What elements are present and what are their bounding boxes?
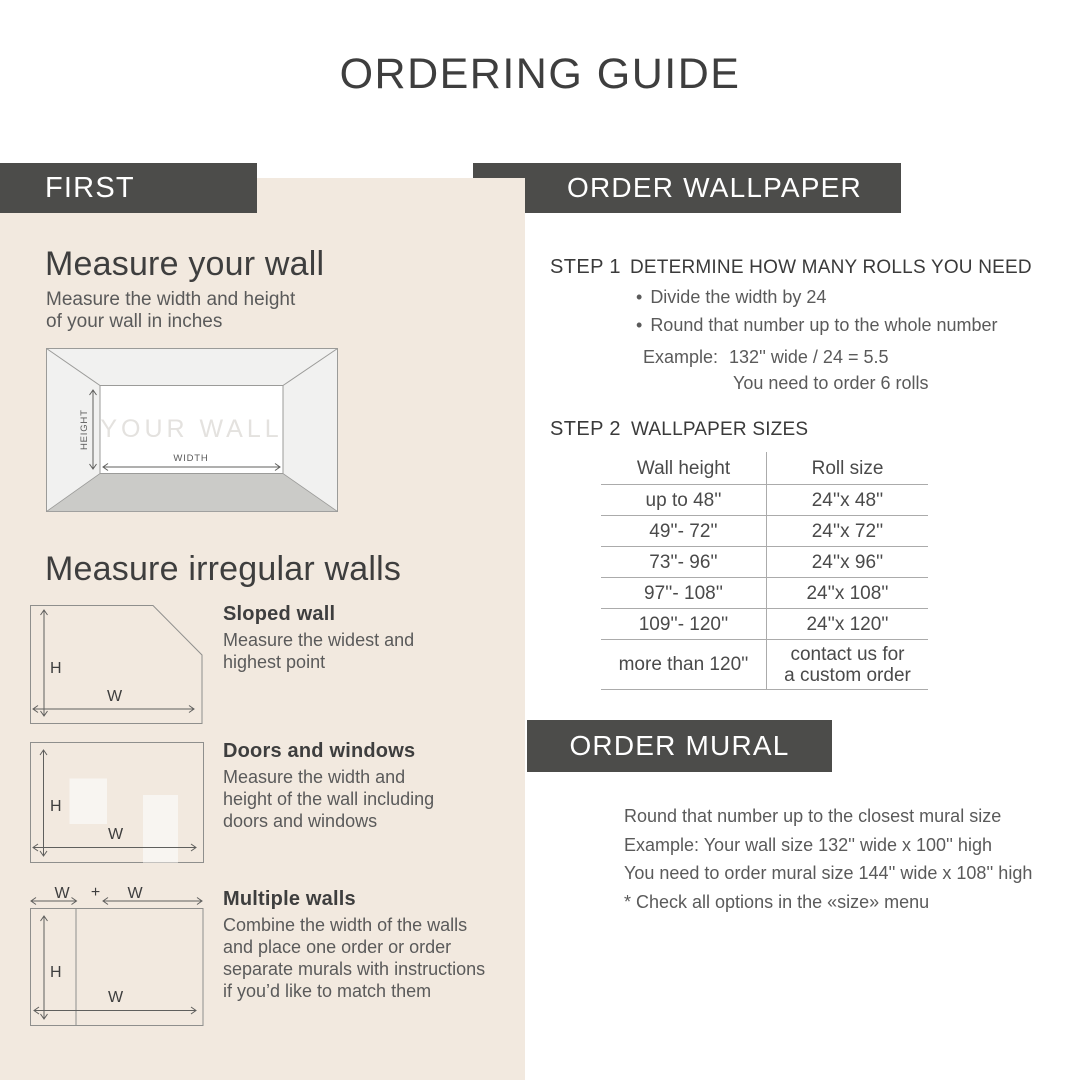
window-shape	[70, 779, 108, 825]
w-label: W	[108, 989, 124, 1006]
w-label-left: W	[54, 885, 70, 902]
h-label: H	[50, 964, 62, 981]
example-result: You need to order 6 rolls	[733, 373, 929, 393]
doors-windows-diagram	[30, 742, 204, 863]
room-perspective-diagram	[46, 348, 338, 512]
h-label: H	[50, 660, 62, 677]
table-cell: 97''- 108''	[601, 578, 767, 609]
plus-sign: +	[90, 884, 101, 901]
your-wall-label: YOUR WALL	[100, 415, 283, 443]
width-arrow	[33, 706, 194, 713]
table-cell: 24''x 48''	[767, 485, 928, 516]
step1-heading: DETERMINE HOW MANY ROLLS YOU NEED	[630, 257, 1032, 278]
step1-label: STEP 1	[550, 256, 621, 278]
multiple-walls-description: Combine the width of the walls and place one order or order separate murals with instructions if you’d like to match them	[223, 915, 486, 1001]
step2-label: STEP 2	[550, 418, 621, 440]
table-cell: 109''- 120''	[601, 609, 767, 640]
mural-line-note: * Check all options in the «size» menu	[624, 891, 930, 912]
w-label-right: W	[127, 885, 143, 902]
doors-windows-title: Doors and windows	[223, 740, 416, 762]
table-cell: 24''x 72''	[767, 516, 928, 547]
mural-line-order: You need to order mural size 144'' wide x 108'' high	[624, 863, 1033, 884]
table-cell: up to 48''	[601, 485, 767, 516]
table-cell: 49''- 72''	[601, 516, 767, 547]
w-label: W	[108, 826, 124, 843]
width-arrow	[34, 1007, 196, 1014]
sloped-wall-diagram	[30, 600, 204, 724]
mural-line-round: Round that number up to the closest mural size	[624, 806, 1002, 826]
door-shape	[143, 795, 178, 863]
sloped-wall-title: Sloped wall	[223, 603, 336, 625]
step1-bullet-1	[636, 287, 826, 308]
height-arrow	[41, 916, 48, 1019]
measure-wall-heading: Measure your wall	[45, 245, 325, 283]
wallpaper-sizes-table	[601, 452, 928, 690]
bullet-dot: •	[636, 287, 643, 307]
step1-bullet-2	[636, 315, 998, 336]
table-cell: 73''- 96''	[601, 547, 767, 578]
table-header-wall-height: Wall height	[601, 452, 767, 485]
height-arrow	[41, 610, 48, 716]
table-cell: 24''x 108''	[767, 578, 928, 609]
first-section-header: FIRST	[0, 163, 257, 213]
bullet-text: Round that number up to the whole number	[650, 315, 998, 335]
height-arrow	[40, 750, 47, 856]
order-mural-section-header: ORDER MURAL	[527, 720, 832, 772]
mural-line-example: Example: Your wall size 132'' wide x 100'' high	[624, 834, 992, 855]
mural-instructions	[624, 802, 1032, 916]
bullet-text: Divide the width by 24	[650, 287, 827, 307]
table-cell: 24''x 96''	[767, 547, 928, 578]
table-cell: more than 120''	[601, 640, 767, 690]
order-wallpaper-section-header: ORDER WALLPAPER	[473, 163, 901, 213]
measure-wall-subtext: Measure the width and height of your wall in inches	[46, 289, 296, 332]
width-label: WIDTH	[173, 453, 209, 464]
doors-windows-description: Measure the width and height of the wall including doors and windows	[223, 767, 435, 831]
multiple-walls-diagram	[30, 876, 205, 1026]
example-calculation: 132'' wide / 24 = 5.5	[729, 347, 889, 367]
table-cell: 24''x 120''	[767, 609, 928, 640]
multiple-walls-title: Multiple walls	[223, 888, 356, 910]
table-header-roll-size: Roll size	[767, 452, 928, 485]
height-label: HEIGHT	[79, 409, 90, 450]
h-label: H	[50, 798, 62, 815]
w-label: W	[107, 688, 123, 705]
example-label: Example:	[643, 347, 719, 367]
bullet-dot: •	[636, 315, 643, 335]
sloped-wall-description: Measure the widest and highest point	[223, 630, 415, 672]
page-title: ORDERING GUIDE	[339, 50, 741, 98]
step2-heading: WALLPAPER SIZES	[631, 419, 809, 440]
irregular-walls-heading: Measure irregular walls	[45, 550, 402, 588]
table-cell: contact us for a custom order	[767, 640, 928, 690]
